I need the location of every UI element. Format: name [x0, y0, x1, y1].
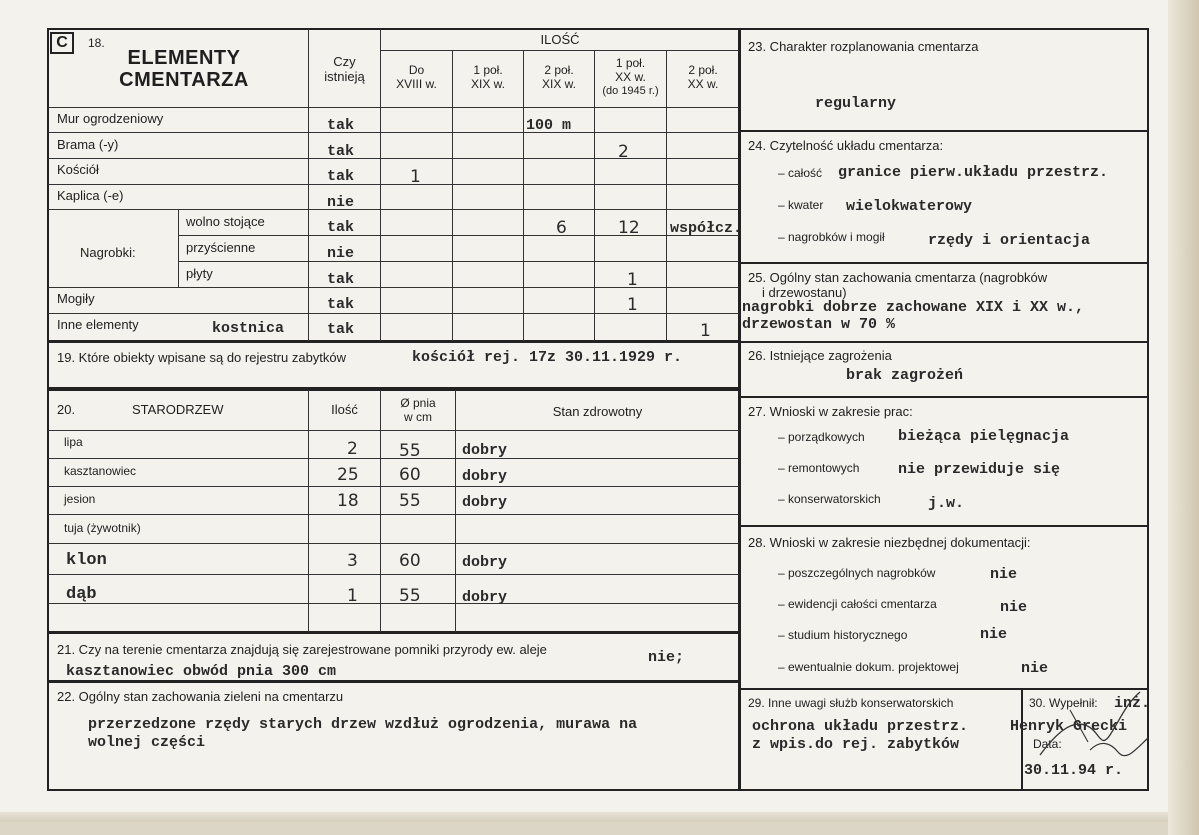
element-label: Mur ogrodzeniowy: [57, 111, 164, 126]
quantity-value: 12: [618, 218, 640, 238]
tree-name: klon: [66, 551, 107, 570]
section-20-number: 20.: [57, 402, 76, 417]
section-30-date-label: Data:: [1033, 737, 1062, 751]
tree-count: 25: [337, 465, 359, 485]
section-25-label: 25. Ogólny stan zachowania cmentarza (nagrobków i drzewostanu): [748, 270, 1048, 300]
readability-label: – całość: [778, 166, 823, 180]
period-header: 1 poł. XIX w.: [470, 63, 505, 91]
section-30-label: 30. Wypełnił:: [1029, 696, 1098, 710]
grid-line: [48, 486, 739, 487]
grid-line: [48, 458, 739, 459]
section-23-value: regularny: [815, 95, 897, 112]
grid-line: [48, 543, 739, 544]
documentation-value: nie: [1000, 599, 1028, 616]
grid-line: [380, 50, 739, 51]
diameter-header: Ø pnia w cm: [400, 396, 436, 424]
element-extra: kostnica: [212, 320, 285, 337]
section-21-label: 21. Czy na terenie cmentarza znajdują się zarejestrowane pomniki przyrody ew. aleje: [57, 642, 547, 657]
quantity-value: 2: [618, 142, 629, 162]
readability-label: – nagrobków i mogił: [778, 230, 885, 244]
exists-header: Czy istnieją: [324, 54, 365, 84]
grid-line: [308, 390, 309, 632]
section-26-label: 26. Istniejące zagrożenia: [748, 348, 892, 363]
tree-diameter: 60: [399, 465, 421, 485]
section-divider: [740, 130, 1148, 132]
quantity-header: ILOŚĆ: [540, 32, 580, 47]
documentation-value: nie: [1021, 660, 1049, 677]
section-18-title: ELEMENTY CMENTARZA: [119, 47, 249, 91]
exists-value: tak: [327, 117, 355, 134]
documentation-label: – ewentualnie dokum. projektowej: [778, 660, 959, 674]
section-25-line1: nagrobki dobrze zachowane XIX i XX w.,: [742, 299, 1085, 316]
documentation-label: – studium historycznego: [778, 628, 908, 642]
section-24-label: 24. Czytelność układu cmentarza:: [748, 138, 944, 153]
section-30-date: 30.11.94 r.: [1024, 762, 1124, 779]
element-label: Mogiły: [57, 291, 95, 306]
section-30-name: Henryk Grecki: [1010, 718, 1128, 735]
section-19-label: 19. Które obiekty wpisane są do rejestru zabytków: [57, 350, 347, 365]
period-header: 2 poł. XIX w.: [541, 63, 576, 91]
section-divider: [740, 396, 1148, 398]
section-20-table: [47, 389, 740, 633]
tree-health: dobry: [462, 589, 508, 606]
section-divider: [740, 341, 1148, 343]
quantity-value: 1: [627, 270, 638, 290]
grid-line: [666, 50, 667, 341]
tree-health: dobry: [462, 494, 508, 511]
quantity-value: 6: [556, 218, 567, 238]
works-value: nie przewiduje się: [898, 461, 1061, 478]
grid-line: [48, 184, 739, 185]
grid-line: [48, 107, 739, 108]
section-divider: [740, 262, 1148, 264]
grid-line: [452, 50, 453, 341]
count-header: Ilość: [331, 402, 358, 417]
tree-name: lipa: [64, 435, 83, 449]
grid-line: [48, 132, 739, 133]
section-21-answer: nie;: [648, 649, 685, 666]
section-23-label: 23. Charakter rozplanowania cmentarza: [748, 39, 979, 54]
quantity-value: współcz.: [670, 220, 743, 237]
element-label: przyścienne: [186, 240, 256, 255]
works-label: – porządkowych: [778, 430, 865, 444]
readability-value: granice pierw.układu przestrz.: [838, 164, 1109, 181]
section-22-label: 22. Ogólny stan zachowania zieleni na cmentarzu: [57, 689, 344, 704]
exists-value: tak: [327, 296, 355, 313]
tree-count: 18: [337, 491, 359, 511]
grid-line: [48, 603, 739, 604]
section-divider: [740, 525, 1148, 527]
tree-count: 3: [347, 551, 358, 571]
section-22-line2: wolnej części: [88, 734, 206, 751]
section-29-label: 29. Inne uwagi służb konserwatorskich: [748, 696, 954, 710]
grid-line: [48, 158, 739, 159]
signature: [1030, 680, 1155, 770]
exists-value: tak: [327, 321, 355, 338]
section-18-number: 18.: [88, 36, 105, 50]
grid-line: [455, 390, 456, 632]
works-label: – konserwatorskich: [778, 492, 881, 506]
section-20-title: STARODRZEW: [132, 402, 224, 417]
documentation-label: – poszczególnych nagrobków: [778, 566, 936, 580]
element-label: Inne elementy: [57, 317, 139, 332]
section-letter-badge: C: [50, 32, 74, 54]
tree-name: dąb: [66, 585, 97, 604]
quantity-value: 1: [410, 167, 421, 187]
element-label: wolno stojące: [186, 214, 265, 229]
exists-value: tak: [327, 219, 355, 236]
grid-line: [48, 209, 739, 210]
exists-value: nie: [327, 194, 355, 211]
tree-name: kasztanowiec: [64, 464, 137, 478]
element-group-label: Nagrobki:: [80, 245, 136, 260]
tree-count: 1: [347, 586, 358, 606]
tree-health: dobry: [462, 554, 508, 571]
grid-line: [178, 235, 739, 236]
tree-count: 2: [347, 439, 358, 459]
section-26-value: brak zagrożeń: [846, 367, 964, 384]
tree-health: dobry: [462, 442, 508, 459]
exists-value: tak: [327, 143, 355, 160]
exists-value: tak: [327, 168, 355, 185]
works-value: bieżąca pielęgnacja: [898, 428, 1070, 445]
section-19-value: kościół rej. 17z 30.11.1929 r.: [412, 349, 683, 366]
readability-value: wielokwaterowy: [846, 198, 973, 215]
grid-line: [48, 430, 739, 431]
health-header: Stan zdrowotny: [552, 404, 643, 419]
readability-label: – kwater: [778, 198, 824, 212]
element-label: Brama (-y): [57, 137, 119, 152]
readability-value: rzędy i orientacja: [928, 232, 1091, 249]
documentation-label: – ewidencji całości cmentarza: [778, 597, 937, 611]
tree-diameter: 55: [399, 441, 421, 461]
tree-name: tuja (żywotnik): [64, 521, 141, 535]
grid-line: [48, 514, 739, 515]
section-22-line1: przerzedzone rzędy starych drzew wzdłuż ogrodzenia, murawa na: [88, 716, 638, 733]
section-29-line2: z wpis.do rej. zabytków: [752, 736, 960, 753]
element-label: Kościół: [57, 162, 99, 177]
grid-line: [523, 50, 524, 341]
section-21-detail: kasztanowiec obwód pnia 300 cm: [66, 663, 337, 680]
tree-name: jesion: [64, 492, 96, 506]
section-25-line2: drzewostan w 70 %: [742, 316, 896, 333]
grid-line: [178, 261, 739, 262]
period-header: Do XVIII w.: [396, 63, 437, 91]
quantity-value: 1: [627, 295, 638, 315]
quantity-value: 1: [700, 321, 711, 341]
tree-diameter: 55: [399, 491, 421, 511]
section-27-label: 27. Wnioski w zakresie prac:: [748, 404, 913, 419]
element-label: Kaplica (-e): [57, 188, 124, 203]
exists-value: tak: [327, 271, 355, 288]
grid-line: [380, 390, 381, 632]
exists-value: nie: [327, 245, 355, 262]
grid-line: [178, 209, 179, 287]
tree-diameter: 60: [399, 551, 421, 571]
section-28-label: 28. Wnioski w zakresie niezbędnej dokumentacji:: [748, 535, 1031, 550]
period-header: 2 poł. XX w.: [687, 63, 719, 91]
period-header: 1 poł. XX w. (do 1945 r.): [602, 56, 659, 97]
section-30-title: inż.: [1114, 695, 1151, 712]
works-value: j.w.: [928, 495, 965, 512]
section-29-line1: ochrona układu przestrz.: [752, 718, 969, 735]
tree-diameter: 55: [399, 586, 421, 606]
works-label: – remontowych: [778, 461, 860, 475]
quantity-value: 100 m: [526, 117, 572, 134]
card-edge: [1168, 0, 1199, 835]
documentation-value: nie: [990, 566, 1018, 583]
section-divider: [1021, 689, 1023, 790]
grid-line: [48, 574, 739, 575]
tree-health: dobry: [462, 468, 508, 485]
documentation-value: nie: [980, 626, 1008, 643]
element-label: płyty: [186, 266, 213, 281]
